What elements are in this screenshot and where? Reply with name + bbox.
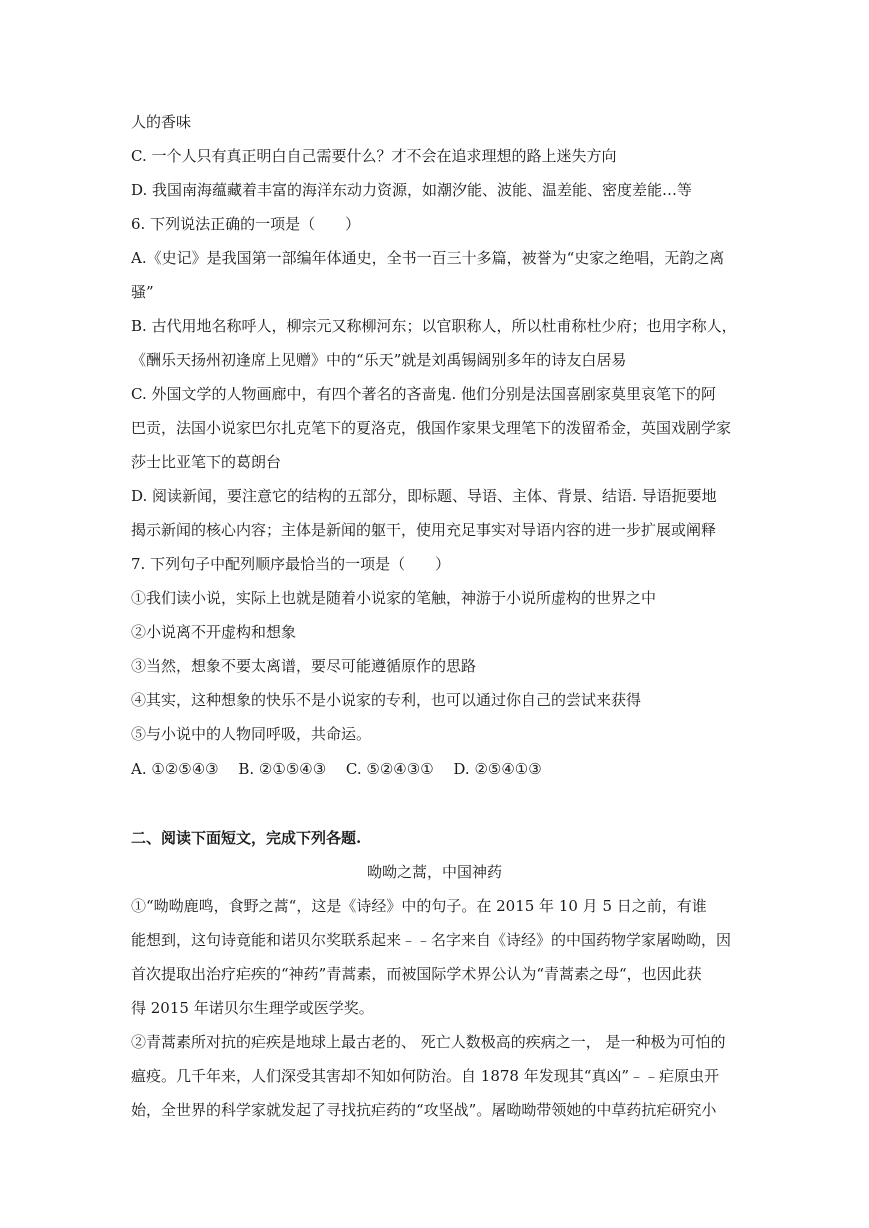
text-line: A.《史记》是我国第一部编年体通史，全书一百三十多篇，被誉为“史家之绝唱，无韵之离 [131, 249, 725, 267]
text-line: A. ①②⑤④③ B. ②①⑤④③ C. ⑤②④③① D. ②⑤④①③ [131, 760, 542, 778]
text-line: C. 一个人只有真正明白自己需要什么？才不会在追求理想的路上迷失方向 [131, 147, 617, 165]
text-line: D. 阅读新闻，要注意它的结构的五部分，即标题、导语、主体、背景、结语. 导语扼要地 [131, 487, 717, 505]
text-line: 揭示新闻的核心内容；主体是新闻的躯干，使用充足事实对导语内容的进一步扩展或阐释 [131, 521, 717, 539]
text-line: 始，全世界的科学家就发起了寻找抗疟药的“攻坚战”。屠呦呦带领她的中草药抗疟研究小 [131, 1101, 717, 1119]
text-line: C. 外国文学的人物画廊中，有四个著名的吝啬鬼. 他们分别是法国喜剧家莫里哀笔下的阿 [131, 385, 717, 403]
text-line: 瘟疫。几千年来，人们深受其害却不知如何防治。自 1878 年发现其“真凶”﹣﹣疟原虫开 [131, 1067, 720, 1085]
text-line: 能想到，这句诗竟能和诺贝尔奖联系起来﹣﹣名字来自《诗经》的中国药物学家屠呦呦，因 [131, 931, 732, 949]
text-line: 首次提取出治疗疟疾的“神药”青蒿素，而被国际学术界公认为“青蒿素之母“，也因此获 [131, 965, 702, 983]
text-line: ②青蒿素所对抗的疟疾是地球上最古老的、 死亡人数极高的疾病之一， 是一种极为可怕的 [131, 1033, 726, 1051]
text-line: ②小说离不开虚构和想象 [131, 623, 297, 641]
text-line: 6. 下列说法正确的一项是（ ） [131, 215, 361, 233]
text-line: 得 2015 年诺贝尔生理学或医学奖。 [131, 999, 374, 1017]
text-line: 骚” [131, 283, 154, 301]
text-line: ①“呦呦鹿鸣，食野之蒿“，这是《诗经》中的句子。在 2015 年 10 月 5 日之前，有谁 [131, 897, 707, 915]
section-heading: 二、阅读下面短文，完成下列各题. [131, 829, 362, 847]
text-line: 人的香味 [131, 113, 192, 131]
text-line: ④其实，这种想象的快乐不是小说家的专利，也可以通过你自己的尝试来获得 [131, 691, 642, 709]
text-line: ⑤与小说中的人物同呼吸，共命运。 [131, 725, 372, 743]
text-line: D. 我国南海蕴藏着丰富的海洋东动力资源，如潮汐能、波能、温差能、密度差能…等 [131, 181, 693, 199]
text-line: ③当然，想象不要太离谱，要尽可能遵循原作的思路 [131, 657, 477, 675]
text-line: 莎士比亚笔下的葛朗台 [131, 453, 282, 471]
text-line: 巴贡，法国小说家巴尔扎克笔下的夏洛克，俄国作家果戈理笔下的泼留希金，英国戏剧学家 [131, 419, 732, 437]
article-title: 呦呦之蒿，中国神药 [366, 863, 502, 881]
text-line: 《酬乐天扬州初逢席上见赠》中的“乐天”就是刘禹锡阔别多年的诗友白居易 [131, 351, 627, 369]
text-line: B. 古代用地名称呼人，柳宗元又称柳河东；以官职称人，所以杜甫称杜少府；也用字称人， [131, 317, 737, 335]
text-line: 7. 下列句子中配列顺序最恰当的一项是（ ） [131, 555, 451, 573]
text-line: ①我们读小说，实际上也就是随着小说家的笔触，神游于小说所虚构的世界之中 [131, 589, 657, 607]
